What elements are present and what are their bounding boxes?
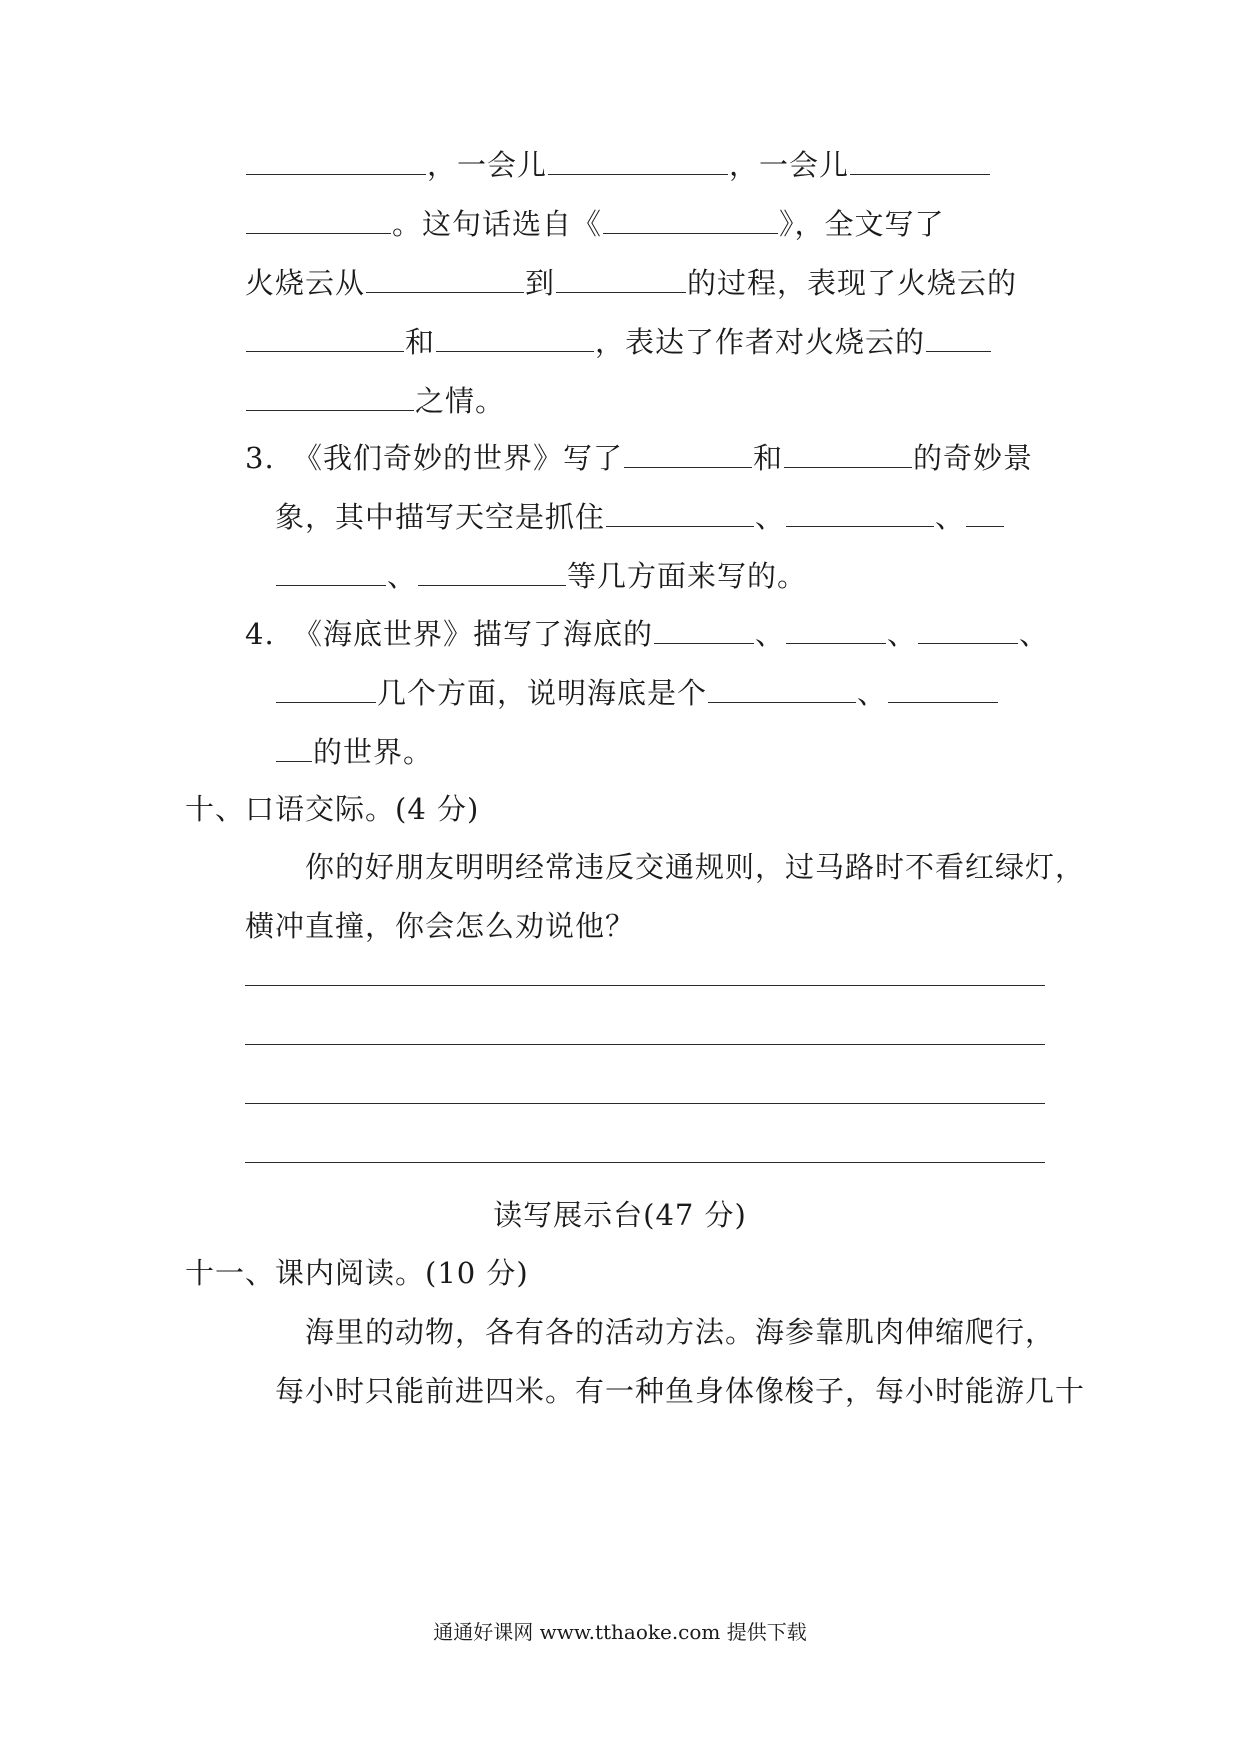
section-11-title: 十一、课内阅读。(10 分) (185, 1256, 529, 1290)
text: 到 (525, 266, 556, 300)
blank[interactable] (276, 674, 376, 703)
blank[interactable] (246, 205, 391, 234)
section-10-title: 十、口语交际。(4 分) (185, 792, 480, 826)
text: 《我们奇妙的世界》写了 (293, 441, 624, 475)
text: 、 (387, 559, 418, 593)
q4-line-1 (245, 614, 1049, 654)
text: 《海底世界》描写了海底的 (293, 617, 654, 651)
answer-line[interactable] (245, 1044, 1045, 1045)
blank[interactable] (708, 674, 856, 703)
footer-source: 通通好课网 www.tthaoke.com 提供下载 (433, 1620, 807, 1644)
blank[interactable] (786, 498, 934, 527)
part-title: 读写展示台(47 分) (493, 1198, 747, 1232)
question-number: 3. (245, 441, 275, 475)
text: 和 (753, 441, 784, 475)
text: 和 (405, 325, 436, 359)
text: 、 (755, 617, 786, 651)
text: 》，全文写了 (779, 207, 945, 241)
blank[interactable] (603, 205, 778, 234)
q4-line-2 (275, 673, 999, 713)
q2-line-5 (245, 381, 505, 421)
text: 、 (857, 676, 888, 710)
text: 的过程，表现了火烧云的 (687, 266, 1018, 300)
blank[interactable] (246, 323, 404, 352)
blank[interactable] (418, 557, 566, 586)
text: 的世界。 (313, 735, 434, 769)
blank[interactable] (888, 674, 998, 703)
passage-line-1: 海里的动物，各有各的活动方法。海参靠肌肉伸缩爬行， (305, 1315, 1056, 1349)
text: 、 (755, 500, 786, 534)
q3-line-2 (275, 497, 1005, 537)
text: ，一会儿 (427, 148, 548, 182)
blank[interactable] (606, 498, 754, 527)
answer-line[interactable] (245, 1103, 1045, 1104)
blank[interactable] (276, 557, 386, 586)
blank[interactable] (556, 264, 686, 293)
blank[interactable] (784, 439, 912, 468)
blank[interactable] (366, 264, 524, 293)
section-10-prompt-line-1: 你的好朋友明明经常违反交通规则，过马路时不看红绿灯， (305, 850, 1086, 884)
text: 。这句话选自《 (392, 207, 603, 241)
blank[interactable] (926, 323, 991, 352)
blank[interactable] (246, 146, 426, 175)
q2-line-3 (245, 263, 1017, 303)
q3-line-1 (245, 438, 1033, 478)
text: ，表达了作者对火烧云的 (595, 325, 926, 359)
text: 等几方面来写的。 (567, 559, 808, 593)
q2-line-4 (245, 322, 992, 362)
answer-line[interactable] (245, 985, 1045, 986)
q3-line-3 (275, 556, 807, 596)
blank[interactable] (548, 146, 728, 175)
q4-line-3 (275, 732, 433, 772)
passage-line-2: 每小时只能前进四米。有一种鱼身体像梭子，每小时能游几十 (275, 1374, 1086, 1408)
text: 象，其中描写天空是抓住 (275, 500, 606, 534)
text: 几个方面，说明海底是个 (377, 676, 708, 710)
text: 、 (1019, 617, 1050, 651)
blank[interactable] (624, 439, 752, 468)
text: 之情。 (415, 384, 506, 418)
blank[interactable] (966, 498, 1004, 527)
blank[interactable] (918, 615, 1018, 644)
question-number: 4. (245, 617, 275, 651)
blank[interactable] (654, 615, 754, 644)
text: ，一会儿 (729, 148, 850, 182)
answer-line[interactable] (245, 1162, 1045, 1163)
blank[interactable] (850, 146, 990, 175)
blank[interactable] (436, 323, 594, 352)
blank[interactable] (246, 382, 414, 411)
blank[interactable] (786, 615, 886, 644)
q2-line-1 (245, 145, 991, 185)
text: 、 (935, 500, 966, 534)
section-10-prompt-line-2: 横冲直撞，你会怎么劝说他？ (245, 909, 636, 943)
text: 火烧云从 (245, 266, 366, 300)
text: 的奇妙景 (913, 441, 1034, 475)
blank[interactable] (276, 733, 312, 762)
text: 、 (887, 617, 918, 651)
q2-line-2 (245, 204, 945, 244)
